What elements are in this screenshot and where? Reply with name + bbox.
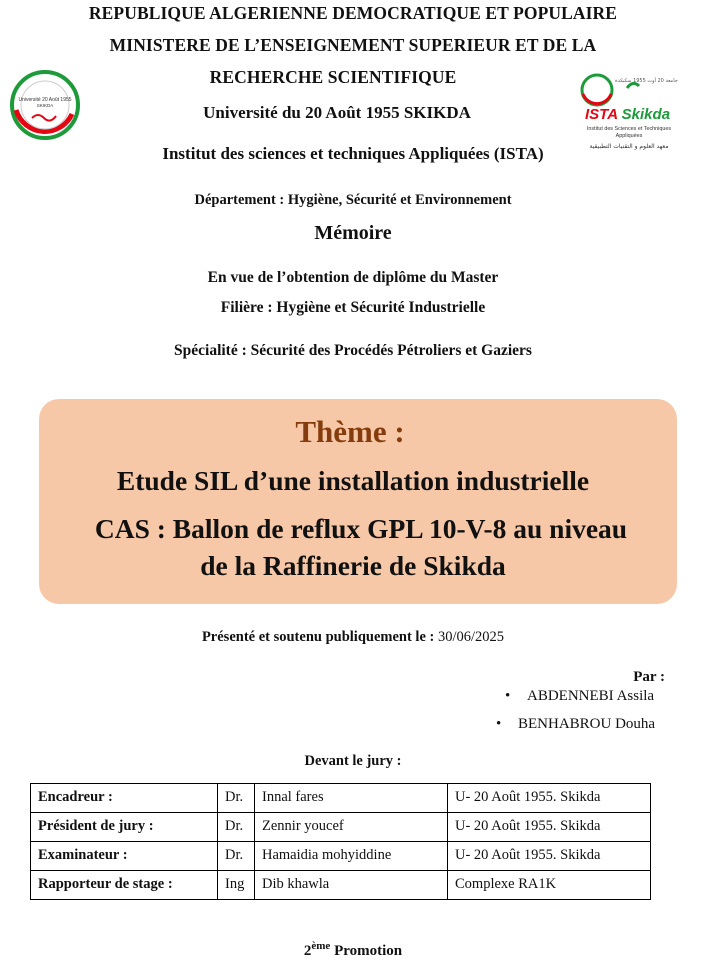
bullet-icon: • (505, 688, 511, 704)
department: Département : Hygiène, Sécurité et Environnement (194, 192, 512, 208)
table-row (31, 871, 651, 900)
bullet-icon: • (496, 716, 502, 732)
theme-line-1: Etude SIL d’une installation industrielle (116, 465, 590, 496)
seal-text-1: Université 20 Août 1955 (18, 97, 72, 103)
institute-name: Institut des sciences et techniques Appliquées (ISTA) (162, 144, 544, 163)
promotion-number: 2 (303, 943, 312, 959)
university-name: Université du 20 Août 1955 SKIKDA (203, 103, 471, 122)
author-item (496, 716, 655, 733)
jury-title: Dr. (218, 784, 255, 813)
author-item (505, 688, 654, 705)
promotion-text: Promotion (330, 943, 403, 959)
jury-table (30, 783, 651, 900)
jury-name: Dib khawla (255, 871, 448, 900)
jury-name: Zennir youcef (255, 813, 448, 842)
jury-affiliation: U- 20 Août 1955. Skikda (448, 784, 651, 813)
specialite: Spécialité : Sécurité des Procédés Pétroliers et Gaziers (174, 342, 532, 359)
presented-line (0, 629, 706, 646)
jury-role: Encadreur : (31, 784, 218, 813)
doc-type: Mémoire (314, 222, 392, 244)
promotion-sup: ème (311, 940, 331, 952)
theme-line-2: CAS : Ballon de reflux GPL 10-V-8 au niveau (94, 513, 628, 544)
theme-title: Thème : (295, 414, 405, 449)
theme-line-3: de la Raffinerie de Skikda (200, 550, 506, 581)
university-seal-icon (10, 70, 80, 140)
ista-brand: ISTA Skikda (585, 106, 671, 123)
presented-date: 30/06/2025 (434, 629, 505, 645)
table-row (31, 842, 651, 871)
jury-role: Rapporteur de stage : (31, 871, 218, 900)
seal-text-2: SKIKDA (36, 103, 54, 108)
ista-logo-icon (577, 72, 681, 158)
header-republic: REPUBLIQUE ALGERIENNE DEMOCRATIQUE ET POPULAIRE (88, 3, 618, 23)
jury-title: Dr. (218, 813, 255, 842)
ista-arabic: معهد العلوم و التقنيات التطبيقية (589, 143, 669, 150)
jury-affiliation: U- 20 Août 1955. Skikda (448, 842, 651, 871)
presented-label: Présenté et soutenu publiquement le : (201, 629, 435, 645)
jury-role: Examinateur : (31, 842, 218, 871)
filiere: Filière : Hygiène et Sécurité Industrielle (220, 299, 486, 316)
jury-affiliation: U- 20 Août 1955. Skikda (448, 813, 651, 842)
jury-name: Innal fares (255, 784, 448, 813)
header-ministry: MINISTERE DE L’ENSEIGNEMENT SUPERIEUR ET DE LA (109, 35, 597, 55)
author-name: BENHABROU Douha (518, 716, 656, 732)
ista-top-text: جامعة 20 أوت 1955 سكيكدة (615, 78, 678, 84)
jury-affiliation: Complexe RA1K (448, 871, 651, 900)
footer-promotion (0, 940, 706, 960)
jury-title: Dr. (218, 842, 255, 871)
jury-name: Hamaidia mohyiddine (255, 842, 448, 871)
purpose: En vue de l’obtention de diplôme du Master (207, 269, 499, 286)
jury-role: Président de jury : (31, 813, 218, 842)
header-research: RECHERCHE SCIENTIFIQUE (209, 67, 457, 87)
authors-label: Par : (633, 669, 665, 685)
table-row (31, 813, 651, 842)
ista-sub-2: Appliquées (615, 133, 643, 139)
ista-sub-1: Institut des Sciences et Techniques (586, 126, 672, 132)
table-row (31, 784, 651, 813)
jury-label: Devant le jury : (304, 753, 402, 769)
author-name: ABDENNEBI Assila (527, 688, 655, 704)
jury-title: Ing (218, 871, 255, 900)
